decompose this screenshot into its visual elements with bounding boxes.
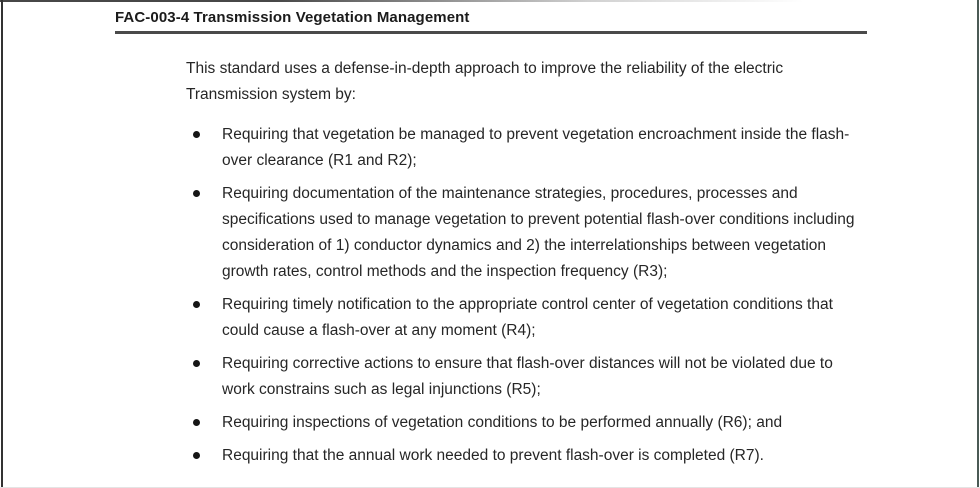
bullet-dot	[193, 360, 200, 367]
document-body	[186, 56, 886, 476]
bullet-text: Requiring timely notification to the appropriate control center of vegetation conditions that could cause a flash-over at any moment (R4);	[222, 296, 833, 339]
intro-paragraph: This standard uses a defense-in-depth approach to improve the reliability of the electric Transmission system by:	[186, 60, 784, 103]
bullet-dot	[193, 452, 200, 459]
bullet-item	[186, 292, 886, 344]
document-title: FAC-003-4 Transmission Vegetation Management	[115, 9, 470, 26]
bullet-text: Requiring corrective actions to ensure that flash-over distances will not be violated due to work constrains such as legal injunctions (R5);	[222, 355, 833, 398]
page-top-border	[0, 0, 980, 2]
bullet-text: Requiring that vegetation be managed to prevent vegetation encroachment inside the flash-over clearance (R1 and R2);	[222, 126, 850, 169]
bullet-dot	[193, 301, 200, 308]
bullet-dot	[193, 419, 200, 426]
bullet-item	[186, 122, 886, 174]
bullet-item	[186, 351, 886, 403]
bullet-item	[186, 410, 886, 436]
bullet-list	[186, 122, 886, 469]
bullet-text: Requiring inspections of vegetation conditions to be performed annually (R6); and	[222, 414, 783, 431]
bullet-text: Requiring documentation of the maintenance strategies, procedures, processes and specifications used to manage vegetation to prevent potential flash-over conditions including consideration of 1) conductor dynamics and 2) the interrelationships between vegetation growth rates, control methods and the inspection frequency (R3);	[222, 185, 855, 280]
document-header	[115, 9, 867, 34]
bullet-item	[186, 443, 886, 469]
bullet-text: Requiring that the annual work needed to prevent flash-over is completed (R7).	[222, 447, 764, 464]
bullet-dot	[193, 190, 200, 197]
page-left-border	[1, 0, 3, 488]
page-right-border	[977, 0, 979, 488]
bullet-item	[186, 181, 886, 285]
bullet-dot	[193, 131, 200, 138]
